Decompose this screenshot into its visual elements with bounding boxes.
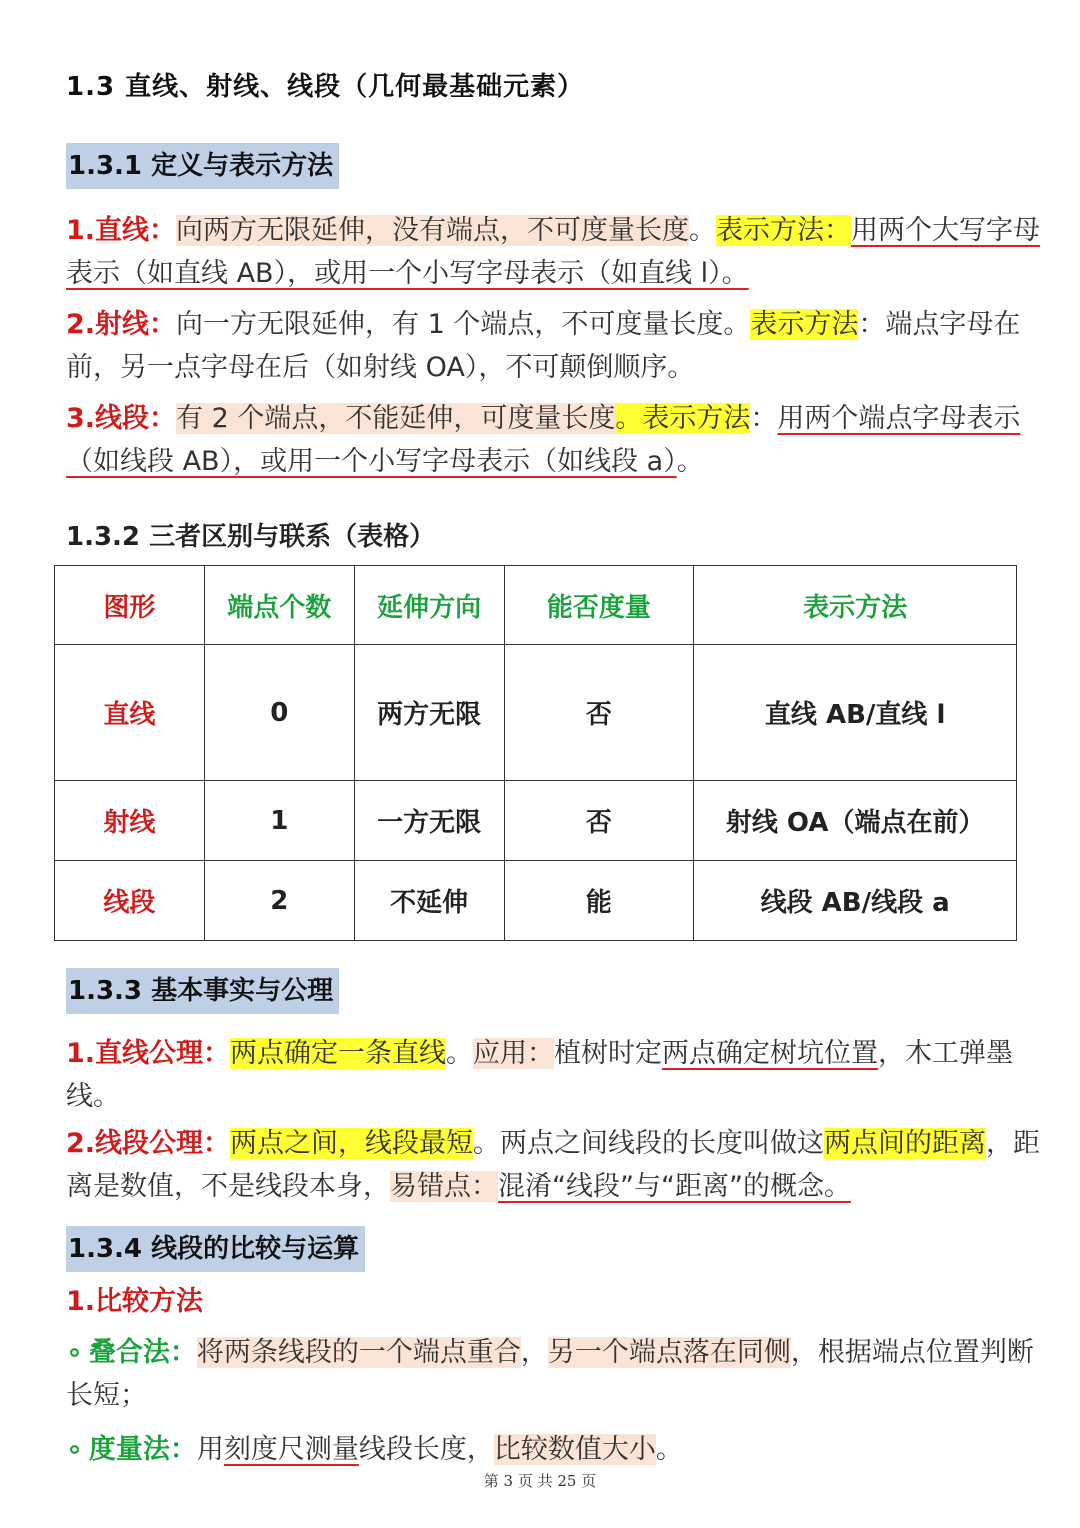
paragraph-segment-axiom	[66, 1122, 1044, 1208]
measure-method-label: 度量法：	[88, 1434, 197, 1465]
line-definition-text: 向两方无限延伸，没有端点，不可度量长度	[176, 215, 690, 246]
line-method-text: 用两个大写字母表示（如直线 AB），或用一个小写字母表示（如直线 l）。	[66, 215, 1041, 289]
line-axiom-fact: 两点确定一条直线	[230, 1038, 447, 1069]
heading-definitions: 1.3.1 定义与表示方法	[66, 143, 339, 189]
application-text-3: ，木工弹墨线。	[66, 1038, 1014, 1112]
segment-axiom-text-1: 。两点之间线段的长度叫做这	[473, 1128, 825, 1159]
paragraph-line-definition	[66, 209, 1044, 295]
overlay-text-2: ，	[520, 1337, 548, 1368]
segment-axiom-fact: 两点之间，线段最短	[230, 1128, 474, 1159]
line-dot: 。	[689, 215, 717, 246]
cell-shape: 射线	[55, 781, 205, 861]
cell-measurable: 否	[504, 645, 694, 781]
cell-notation: 线段 AB/线段 a	[694, 861, 1017, 941]
cell-endpoints: 2	[204, 861, 354, 941]
heading-segment-comparison: 1.3.4 线段的比较与运算	[66, 1226, 365, 1272]
bullet-overlay-method	[66, 1331, 1044, 1417]
common-mistake-text: 混淆“线段”与“距离”的概念。	[498, 1171, 851, 1202]
line-axiom-dot: 。	[446, 1038, 474, 1069]
page-footer: 第 3 页 共 25 页	[483, 1472, 597, 1490]
header-measurable: 能否度量	[504, 566, 694, 645]
measure-text-1: 用	[196, 1434, 224, 1465]
application-label: 应用：	[473, 1038, 555, 1069]
segment-definition-text: 有 2 个端点，不能延伸，可度量长度	[176, 403, 616, 434]
segment-method-text: 用两个端点字母表示（如线段 AB），或用一个小写字母表示（如线段 a）	[66, 403, 1021, 477]
bullet-icon: ∘	[66, 1337, 83, 1368]
label-line-axiom: 1.直线公理：	[66, 1038, 231, 1069]
cell-shape: 直线	[55, 645, 205, 781]
cell-measurable: 否	[504, 781, 694, 861]
bullet-icon: ∘	[66, 1434, 83, 1465]
ray-definition-text: 向一方无限延伸，有 1 个端点，不可度量长度。	[176, 309, 751, 340]
overlay-text-4: ，根据端点位置判断长短；	[66, 1337, 1034, 1411]
line-method-label: 表示方法：	[716, 215, 852, 246]
measure-text-3: 线段长度，	[358, 1434, 494, 1465]
distance-term: 两点间的距离	[824, 1128, 987, 1159]
paragraph-segment-definition	[66, 397, 1044, 483]
cell-direction: 一方无限	[354, 781, 504, 861]
label-segment: 3.线段：	[66, 403, 177, 434]
cell-direction: 两方无限	[354, 645, 504, 781]
measure-text-4: 比较数值大小	[493, 1434, 656, 1465]
application-text-2: 两点确定树坑位置	[662, 1038, 879, 1069]
segment-end: 。	[676, 446, 704, 477]
bullet-measure-method	[66, 1428, 1044, 1471]
measure-text-5: 。	[655, 1434, 683, 1465]
header-endpoints: 端点个数	[204, 566, 354, 645]
paragraph-line-axiom	[66, 1032, 1044, 1118]
header-direction: 延伸方向	[354, 566, 504, 645]
label-line: 1.直线：	[66, 215, 177, 246]
cell-notation: 直线 AB/直线 l	[694, 645, 1017, 781]
cell-endpoints: 1	[204, 781, 354, 861]
common-mistake-label: 易错点：	[390, 1171, 498, 1202]
paragraph-ray-definition	[66, 303, 1044, 389]
label-ray: 2.射线：	[66, 309, 177, 340]
subheading-comparison-methods: 1.比较方法	[66, 1286, 204, 1317]
comparison-table	[54, 565, 1017, 941]
label-segment-axiom: 2.线段公理：	[66, 1128, 231, 1159]
cell-measurable: 能	[504, 861, 694, 941]
table-header-row	[55, 566, 1017, 645]
heading-comparison-table: 1.3.2 三者区别与联系（表格）	[66, 522, 436, 552]
table-row	[55, 861, 1017, 941]
ray-method-label: 表示方法	[750, 309, 859, 340]
cell-direction: 不延伸	[354, 861, 504, 941]
overlay-text-1: 将两条线段的一个端点重合	[196, 1337, 521, 1368]
table-row	[55, 645, 1017, 781]
segment-axiom-text-2: ，距离是数值，不是线段本身，	[66, 1128, 1041, 1202]
cell-endpoints: 0	[204, 645, 354, 781]
ray-method-text: ：端点字母在前，另一点字母在后（如射线 OA），不可颠倒顺序。	[66, 309, 1021, 383]
cell-notation: 射线 OA（端点在前）	[694, 781, 1017, 861]
segment-colon: ：	[750, 403, 778, 434]
segment-method-label: 。表示方法	[615, 403, 751, 434]
cell-shape: 线段	[55, 861, 205, 941]
section-title: 1.3 直线、射线、线段（几何最基础元素）	[66, 72, 585, 102]
overlay-method-label: 叠合法：	[88, 1337, 197, 1368]
table-row	[55, 781, 1017, 861]
application-text-1: 植树时定	[554, 1038, 663, 1069]
heading-axioms: 1.3.3 基本事实与公理	[66, 968, 339, 1014]
measure-text-2: 刻度尺测量	[223, 1434, 359, 1465]
header-notation: 表示方法	[694, 566, 1017, 645]
overlay-text-3: 另一个端点落在同侧	[547, 1337, 791, 1368]
header-shape: 图形	[55, 566, 205, 645]
